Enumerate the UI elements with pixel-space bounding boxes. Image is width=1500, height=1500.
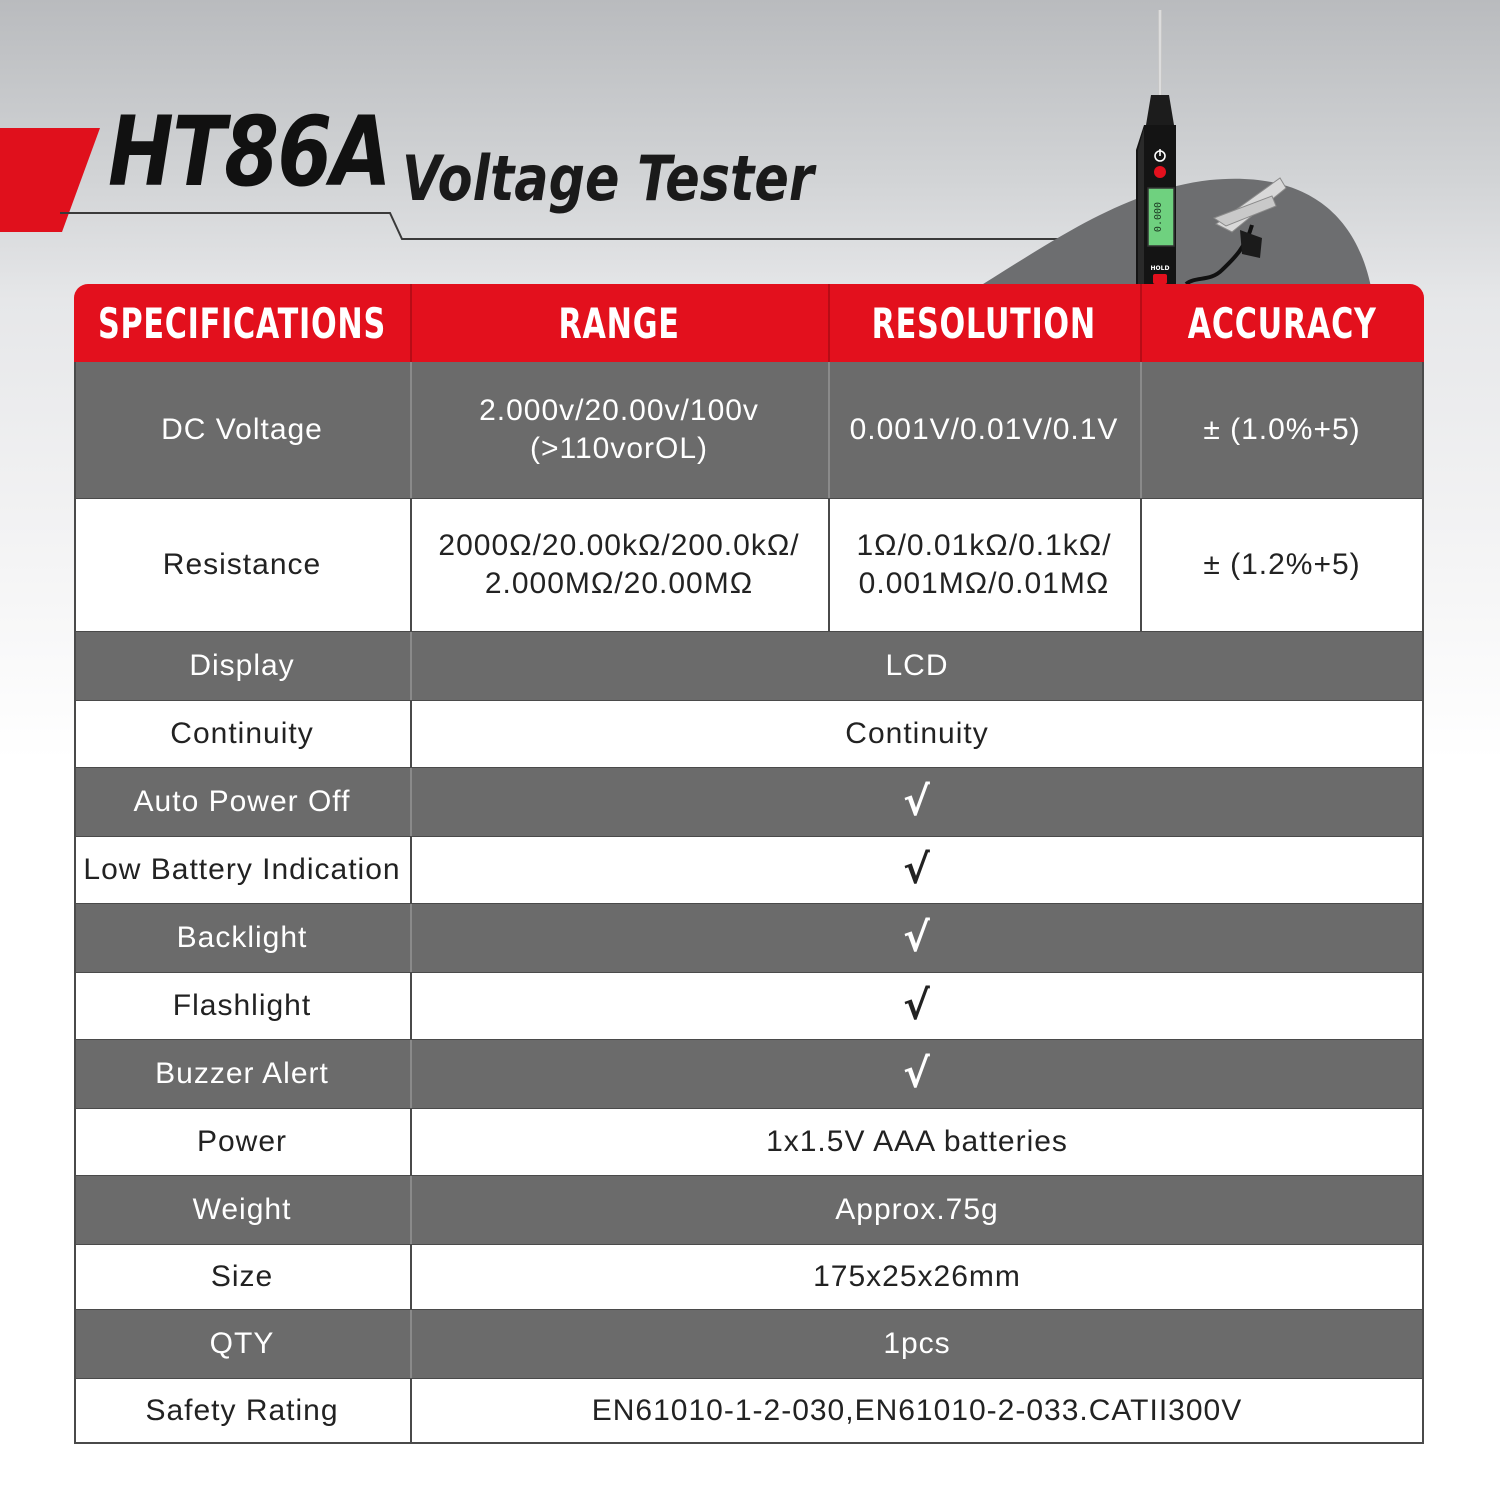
table-row bbox=[74, 836, 1424, 904]
table-row bbox=[74, 1176, 1424, 1244]
spec-accuracy: ± (1.2%+5) bbox=[1203, 548, 1361, 581]
spec-value: Approx.75g bbox=[835, 1193, 999, 1226]
checkmark-icon: √ bbox=[903, 915, 931, 961]
spec-name: Low Battery Indication bbox=[83, 853, 401, 886]
spec-name: Continuity bbox=[170, 717, 314, 750]
spec-name: Safety Rating bbox=[145, 1394, 339, 1427]
voltage-tester-illustration bbox=[960, 0, 1420, 292]
table-row bbox=[74, 362, 1424, 498]
column-header-range: RANGE bbox=[558, 298, 680, 348]
checkmark-icon: √ bbox=[903, 847, 931, 893]
table-row bbox=[74, 768, 1424, 836]
spec-range: 2000Ω/20.00kΩ/200.0kΩ/ 2.000MΩ/20.00MΩ bbox=[438, 529, 800, 600]
spec-name: DC Voltage bbox=[161, 413, 323, 446]
spec-value: 175x25x26mm bbox=[813, 1260, 1021, 1293]
spec-value: LCD bbox=[885, 649, 949, 682]
spec-resolution: 0.001V/0.01V/0.1V bbox=[849, 413, 1119, 446]
spec-name: Flashlight bbox=[172, 989, 312, 1022]
spec-value: Continuity bbox=[845, 717, 989, 750]
spec-value: 1pcs bbox=[883, 1327, 951, 1360]
spec-name: Buzzer Alert bbox=[155, 1057, 329, 1090]
column-header-accuracy: ACCURACY bbox=[1187, 298, 1377, 348]
model-number: HT86A bbox=[108, 96, 390, 208]
spec-name: Display bbox=[189, 649, 295, 682]
table-row bbox=[74, 632, 1424, 700]
table-row bbox=[74, 972, 1424, 1040]
table-row bbox=[74, 1378, 1424, 1444]
column-header-specifications: SPECIFICATIONS bbox=[98, 298, 386, 348]
checkmark-icon: √ bbox=[903, 983, 931, 1029]
table-row bbox=[74, 1244, 1424, 1310]
product-name: Voltage Tester bbox=[402, 142, 814, 215]
spec-name: Size bbox=[210, 1260, 274, 1293]
spec-range: 2.000v/20.00v/100v (>110vorOL) bbox=[479, 394, 759, 465]
spec-value: 1x1.5V AAA batteries bbox=[766, 1125, 1068, 1158]
table-header-row bbox=[74, 284, 1424, 362]
svg-text:HOLD: HOLD bbox=[1150, 265, 1170, 272]
table-row bbox=[74, 498, 1424, 632]
spec-name: Backlight bbox=[176, 921, 308, 954]
spec-name: Power bbox=[196, 1125, 288, 1158]
checkmark-icon: √ bbox=[903, 1051, 931, 1097]
table-row bbox=[74, 1108, 1424, 1176]
table-row bbox=[74, 904, 1424, 972]
table-row bbox=[74, 1040, 1424, 1108]
table-row bbox=[74, 700, 1424, 768]
table-row bbox=[74, 1310, 1424, 1378]
spec-resolution: 1Ω/0.01kΩ/0.1kΩ/ 0.001MΩ/0.01MΩ bbox=[856, 529, 1112, 600]
checkmark-icon: √ bbox=[903, 779, 931, 825]
column-header-resolution: RESOLUTION bbox=[871, 298, 1097, 348]
spec-value: EN61010-1-2-030,EN61010-2-033.CATII300V bbox=[591, 1394, 1243, 1427]
spec-name: Resistance bbox=[162, 548, 322, 581]
spec-name: Weight bbox=[192, 1193, 292, 1226]
spec-name: QTY bbox=[209, 1327, 275, 1360]
svg-text:0.000: 0.000 bbox=[1153, 201, 1164, 233]
spec-name: Auto Power Off bbox=[133, 785, 351, 818]
specifications-table bbox=[74, 284, 1424, 1444]
spec-accuracy: ± (1.0%+5) bbox=[1203, 413, 1361, 446]
